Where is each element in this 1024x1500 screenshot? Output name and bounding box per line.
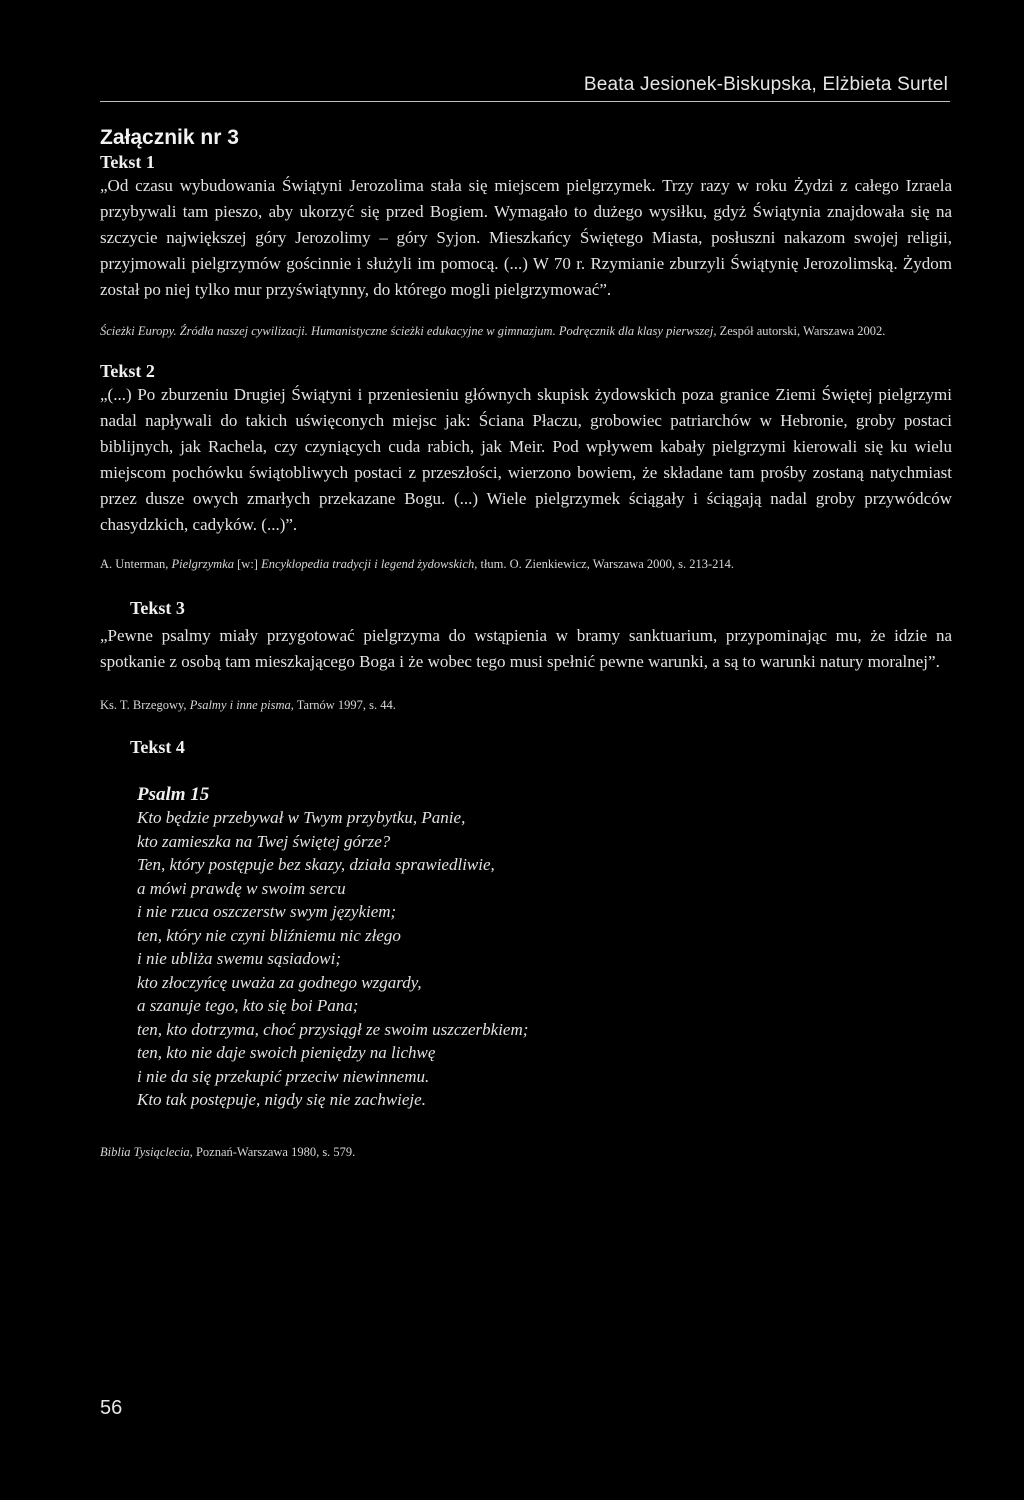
- text-1-body: „Od czasu wybudowania Świątyni Jerozolima stała się miejscem pielgrzymek. Trzy razy w roku Żydzi z całego Izraela przybywali tam pieszo, aby ukorzyć się przed Bogiem. Wymagało to dużego wysiłku, gdyż Świątynia znajdowała się na szczycie największej góry Jerozolimy – góry Syjon. Mieszkańcy Świętego Miasta, posłuszni nakazom swojej religii, przyjmowali pielgrzymów gościnnie i służyli im pomocą. (...) W 70 r. Rzymianie zburzyli Świątynię Jerozolimską. Żydom został po niej tylko mur przyświątynny, do którego mogli pielgrzymować”.: [100, 176, 952, 299]
- running-header-authors: Beata Jesionek-Biskupska, Elżbieta Surtel: [583, 74, 948, 95]
- psalm-line: a mówi prawdę w swoim sercu: [137, 878, 346, 898]
- psalm-line: i nie rzuca oszczerstw swym językiem;: [137, 902, 397, 921]
- text-1-section: [100, 152, 952, 341]
- text-2-body: „(...) Po zburzeniu Drugiej Świątyni i przeniesieniu głównych skupisk żydowskich poza granice Ziemi Świętej pielgrzymi nadal napływali do takich uświęconych miejsc jak: Ściana Płaczu, grobowiec patriarchów w Hebronie, groby postaci biblijnych, jak Rachela, czy czyniących cuda rabich, jak Meir. Pod wpływem kabały pielgrzymi kierowali się ku wielu miejscom pochówku świątobliwych postaci z przeszłości, wierzono bowiem, że składane tam prośby zostaną natychmiast przez dusze owych zmarłych przekazane Bogu. (...) Wiele pielgrzymek ściągały i ściągają nadal groby przywódców chasydzkich, cadyków. (...)”.: [100, 385, 952, 534]
- text-2-title: Tekst 2: [100, 361, 155, 381]
- text-2-source-author: A. Unterman,: [100, 557, 172, 571]
- text-2-source-in: [w:]: [234, 557, 262, 571]
- psalm-line: kto złoczyńcę uważa za godnego wzgardy,: [137, 972, 422, 992]
- psalm-line: i nie ubliża swemu sąsiadowi;: [137, 949, 342, 968]
- text-1-title: Tekst 1: [100, 152, 155, 172]
- text-2-source: [100, 554, 952, 574]
- text-3-source-rest: Tarnów 1997, s. 44.: [293, 698, 396, 712]
- text-2-section: [100, 361, 952, 574]
- text-3-section: [100, 598, 952, 715]
- text-3-body: „Pewne psalmy miały przygotować pielgrzyma do wstąpienia w bramy sanktuarium, przypominając mu, że idzie na spotkanie z osobą tam mieszkającego Boga i że wobec tego musi spełnić pewne warunki, a są to warunki natury moralnej”.: [100, 626, 952, 671]
- psalm-line: i nie da się przekupić przeciw niewinnemu.: [137, 1066, 430, 1086]
- text-1-source: [100, 321, 952, 341]
- header-divider: [100, 101, 950, 102]
- text-1-source-rest: Zespół autorski, Warszawa 2002.: [716, 324, 886, 338]
- page-content: [100, 126, 952, 1162]
- text-4-source: [100, 1142, 952, 1162]
- page-number: 56: [100, 1397, 123, 1419]
- annex-title: Załącznik nr 3: [100, 126, 239, 149]
- psalm-line: ten, kto nie daje swoich pieniędzy na lichwę: [137, 1043, 436, 1062]
- psalm-line: Ten, który postępuje bez skazy, działa sprawiedliwie,: [137, 855, 495, 874]
- psalm-line: ten, który nie czyni bliźniemu nic złego: [137, 925, 401, 945]
- text-4-section: [100, 737, 952, 1162]
- text-4-title: Tekst 4: [130, 737, 185, 757]
- text-3-source-author: Ks. T. Brzegowy,: [100, 698, 190, 712]
- text-2-source-entry: Pielgrzymka: [171, 557, 234, 571]
- text-3-title: Tekst 3: [130, 598, 185, 618]
- text-4-source-title: Biblia Tysiąclecia,: [100, 1144, 193, 1159]
- psalm-line: ten, kto dotrzyma, choć przysiągł ze swoim uszczerbkiem;: [137, 1019, 529, 1039]
- text-1-source-title: Ścieżki Europy. Źródła naszej cywilizacji. Humanistyczne ścieżki edukacyjne w gimnazjum. Podręcznik dla klasy pierwszej,: [100, 324, 717, 338]
- psalm-line: Kto będzie przebywał w Twym przybytku, Panie,: [137, 808, 466, 827]
- psalm-title: Psalm 15: [137, 784, 210, 805]
- text-3-source: [100, 695, 952, 715]
- psalm-line: kto zamieszka na Twej świętej górze?: [137, 831, 391, 851]
- text-3-source-title: Psalmy i inne pisma,: [189, 698, 294, 712]
- psalm-block: [137, 784, 952, 1112]
- text-2-source-rest: tłum. O. Zienkiewicz, Warszawa 2000, s. 213-214.: [477, 557, 735, 571]
- psalm-line: a szanuje tego, kto się boi Pana;: [137, 996, 359, 1015]
- text-4-source-rest: Poznań-Warszawa 1980, s. 579.: [192, 1144, 356, 1159]
- text-2-source-book: Encyklopedia tradycji i legend żydowskich,: [261, 557, 478, 571]
- psalm-line: Kto tak postępuje, nigdy się nie zachwieje.: [137, 1090, 426, 1109]
